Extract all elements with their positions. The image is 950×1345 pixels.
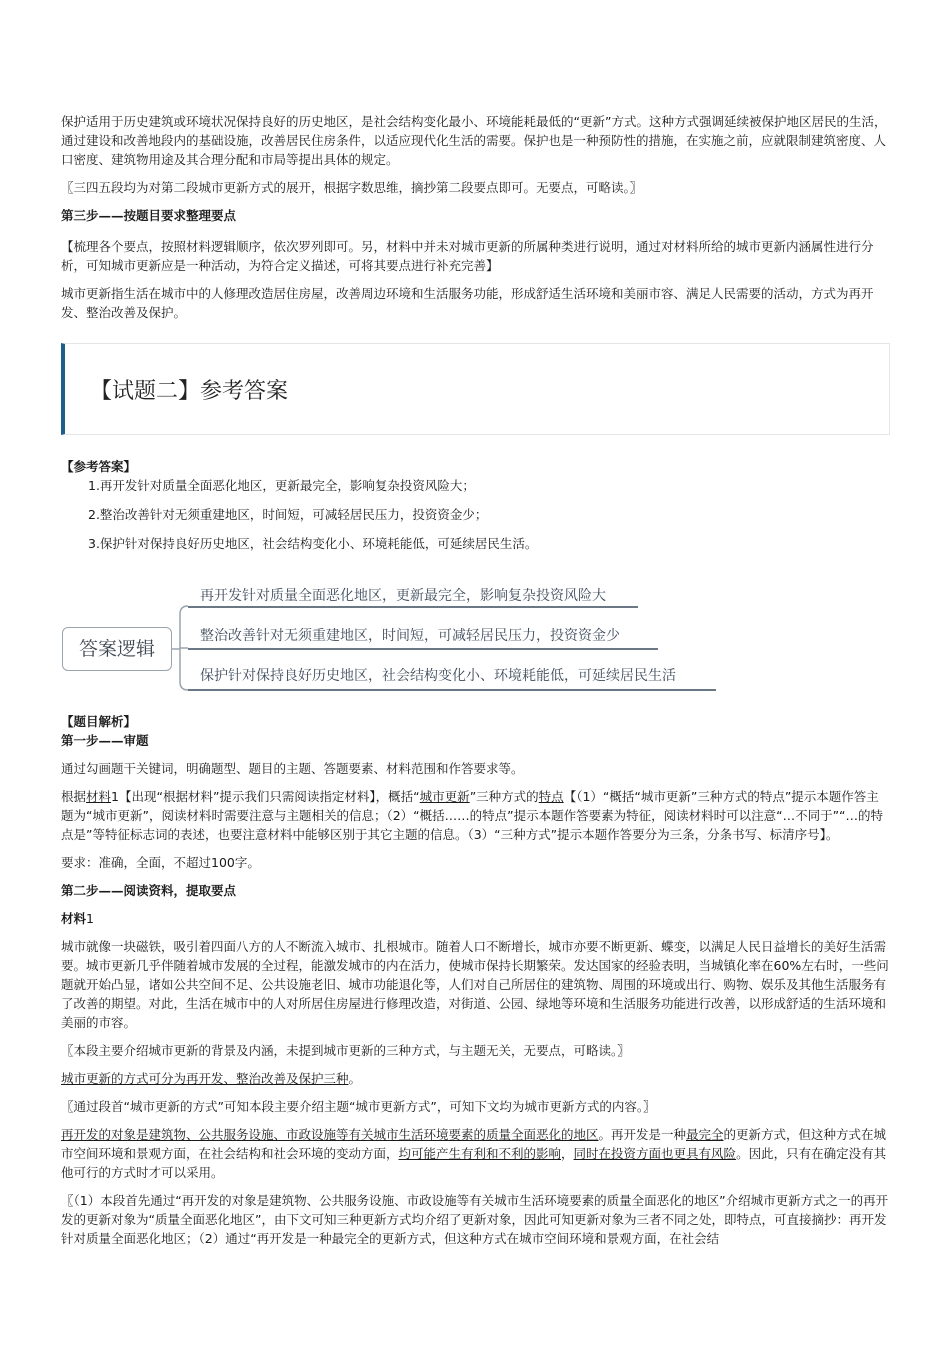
- analysis-p2: 根据材料1【出现“根据材料”提示我们只需阅读指定材料】，概括“城市更新”三种方式的特点【（1）“概括“城市更新”三种方式的特点”提示本题作答主题为“城市更新”，阅读材料时需要注意与主题相关的信息；（2）“概括……的特点”提示本题作答要素为特征，阅读材料时可以注意“…不同于”“…的特点是”等特征标志词的表述，也要注意材料中能够区别于其它主题的信息。（3）“三种方式”提示本题作答要分为三条，分条书写、标清序号】。: [61, 789, 884, 842]
- mindmap-branch-3: 保护针对保持良好历史地区，社会结构变化小、环境耗能低，可延续居民生活: [200, 668, 676, 684]
- answers-heading: 【参考答案】: [61, 459, 137, 474]
- connector-bottom: [180, 614, 188, 690]
- mindmap-branch-2: 整治改善针对无须重建地区，时间短，可减轻居民压力，投资资金少: [200, 628, 620, 644]
- branch-3-underline: [188, 689, 716, 691]
- paragraph-protection: 保护适用于历史建筑或环境状况保持良好的历史地区，是社会结构变化最小、环境能耗最低的“更新”方式。这种方式强调延续被保护地区居民的生活，通过建设和改善地段内的基础设施，改善居民住房条件，以适应现代化生活的需要。保护也是一种预防性的措施，在实施之前，应就限制建筑密度、人口密度、建筑物用途及其合理分配和市局等提出具体的规定。: [61, 114, 887, 167]
- material-label: 材料1: [61, 911, 94, 926]
- branch-1-underline: [188, 606, 638, 608]
- step3-heading: 第三步——按题目要求整理要点: [61, 208, 237, 223]
- material-paragraph-1: 城市就像一块磁铁，吸引着四面八方的人不断流入城市、扎根城市。随着人口不断增长，城市亦要不断更新、蝶变，以满足人民日益增长的美好生活需要。城市更新几乎伴随着城市发展的全过程，能激发城市的内在活力，使城市保持长期繁荣。发达国家的经验表明，当城镇化率在60%左右时，一些问题就开始凸显，诸如公共空间不足、公共设施老旧、城市功能退化等，人们对自己所居住的建筑物、周围的环境或出行、购物、娱乐及其他生活服务有了改善的期望。对此，生活在城市中的人对所居住房屋进行修理改造，对街道、公园、绿地等环境和生活服务功能进行改善，以形成舒适的生活环境和美丽的市容。: [61, 939, 889, 1030]
- note-background: 〖本段主要介绍城市更新的背景及内涵，未提到城市更新的三种方式，与主题无关，无要点，可略读。〗: [61, 1043, 630, 1058]
- analysis-p1: 通过勾画题干关键词，明确题型、题目的主题、答题要素、材料范围和作答要求等。: [61, 761, 524, 776]
- mindmap-root: 答案逻辑: [62, 627, 172, 671]
- note-redevelopment: 〖（1）本段首先通过“再开发的对象是建筑物、公共服务设施、市政设施等有关城市生活环境要素的质量全面恶化的地区”介绍城市更新方式之一的再开发的更新对象为“质量全面恶化地区”，由下文可知三种更新方式均介绍了更新对象，因此可知更新对象为三者不同之处，即特点，可直接摘抄：再开发针对质量全面恶化地区；（2）通过“再开发是一种最完全的更新方式，但这种方式在城市空间环境和景观方面，在社会结: [61, 1193, 889, 1246]
- note-paragraph: 〖三四五段均为对第二段城市更新方式的展开，根据字数思维，摘抄第二段要点即可。无要点，可略读。〗: [61, 180, 643, 195]
- banner-title: 【试题二】参考答案: [90, 379, 289, 404]
- material-paragraph-3: 再开发的对象是建筑物、公共服务设施、市政设施等有关城市生活环境要素的质量全面恶化的地区。再开发是一种最完全的更新方式，但这种方式在城市空间环境和景观方面，在社会结构和社会环境的变动方面，均可能产生有利和不利的影响，同时在投资方面也更具有风险。因此，只有在确定没有其他可行的方式时才可以采用。: [61, 1127, 887, 1180]
- step1-heading: 第一步——审题: [61, 733, 149, 748]
- note-organize: 【梳理各个要点，按照材料逻辑顺序，依次罗列即可。另，材料中并未对城市更新的所属种类进行说明，通过对材料所给的城市更新内涵属性进行分析，可知城市更新应是一种活动，为符合定义描述，可将其要点进行补充完善】: [61, 239, 874, 273]
- analysis-requirement: 要求：准确，全面，不超过100字。: [61, 855, 260, 870]
- reference-answers: [61, 457, 891, 553]
- section-banner: [61, 343, 890, 435]
- branch-2-underline: [188, 648, 658, 650]
- connector-top: [180, 606, 188, 614]
- mindmap-branch-1: 再开发针对质量全面恶化地区，更新最完全，影响复杂投资风险大: [200, 588, 606, 604]
- note-methods: 〖通过段首“城市更新的方式”可知本段主要介绍主题“城市更新方式”，可知下文均为城市更新方式的内容。〗: [61, 1099, 656, 1114]
- answer-item-2: 2.整治改善针对无须重建地区，时间短，可减轻居民压力，投资资金少；: [88, 507, 488, 522]
- step2-heading: 第二步——阅读资料，提取要点: [61, 883, 237, 898]
- top-section: [61, 112, 891, 322]
- analysis-heading: 【题目解析】: [61, 714, 137, 729]
- answer-item-1: 1.再开发针对质量全面恶化地区，更新最完全，影响复杂投资风险大；: [88, 478, 475, 493]
- answer-item-3: 3.保护针对保持良好历史地区，社会结构变化小、环境耗能低，可延续居民生活。: [88, 536, 538, 551]
- analysis-section: [61, 712, 891, 1248]
- summary-paragraph: 城市更新指生活在城市中的人修理改造居住房屋，改善周边环境和生活服务功能，形成舒适生活环境和美丽市容、满足人民需要的活动，方式为再开发、整治改善及保护。: [61, 286, 874, 320]
- answer-logic-mindmap: [62, 578, 722, 693]
- material-paragraph-2: 城市更新的方式可分为再开发、整治改善及保护三种。: [61, 1071, 362, 1086]
